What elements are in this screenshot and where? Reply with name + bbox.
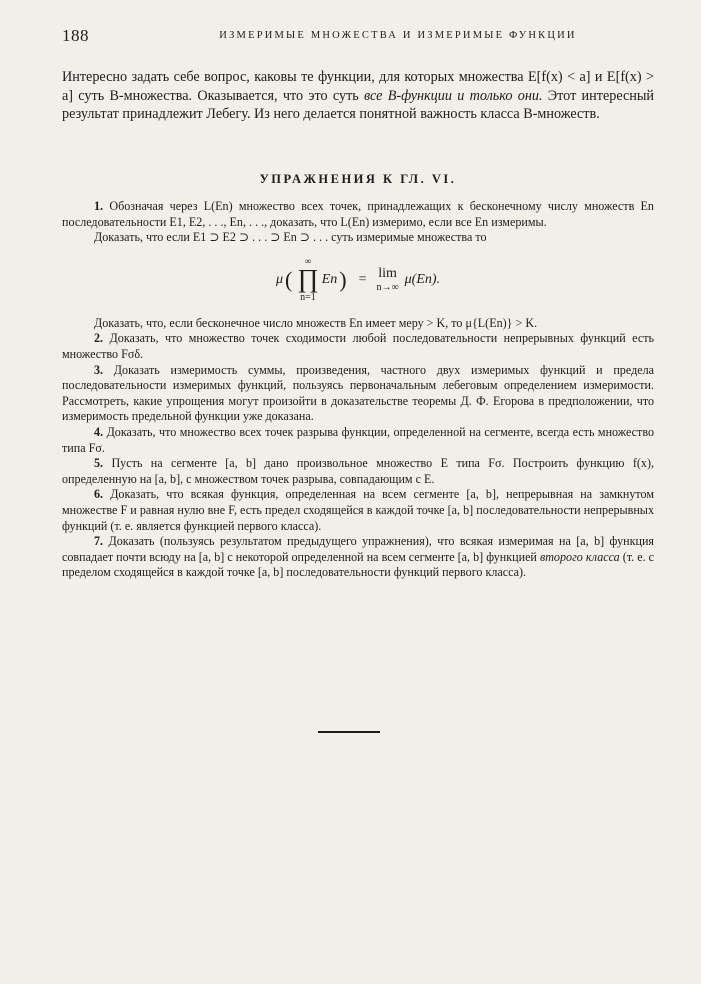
exercise-5	[62, 456, 654, 487]
exercise-number: 5.	[94, 456, 104, 471]
exercise-4	[62, 425, 654, 456]
exercise-2	[62, 331, 654, 362]
end-rule	[318, 731, 380, 733]
exercise-number: 1.	[94, 199, 104, 213]
exercise-1	[62, 199, 654, 230]
exercise-6	[62, 487, 654, 534]
exercise-1-part-c	[62, 316, 654, 332]
exercise-text-before: Доказать (пользуясь результатом предыдущего упражнения), что всякая измеримая на [a, b] функция совпадает почти всюду на [a, b] с некоторой определенной на всем сегменте [a, b] функцией	[62, 534, 654, 564]
page-header	[62, 26, 654, 48]
intro-text-before: Интересно задать себе вопрос, каковы те функции, для которых множества E[f(x) < a] и E[f(x) > a] суть B-множества. Оказывается, что это суть	[62, 69, 654, 104]
exercise-number: 2.	[94, 331, 104, 346]
exercise-1-part-b	[62, 230, 654, 246]
exercise-7	[62, 534, 654, 581]
limit-formula: μ ( ∞ ∏ n=1 En ) = lim n→∞ μ(En).	[275, 256, 441, 304]
exercise-number: 4.	[94, 424, 104, 439]
intro-text-after: Этот интересный результат принадлежит Лебегу. Из него делается понятной важность класса B-множеств.	[62, 87, 654, 122]
limit-subscript: n→∞	[376, 282, 399, 294]
intro-paragraph	[62, 68, 654, 124]
product-body: En	[321, 271, 338, 287]
formula-mu: μ	[275, 271, 283, 287]
product-symbol: ∏	[297, 264, 319, 294]
exercise-text: Доказать, что, если бесконечное число множеств En имеет меру > K, то μ{L(En)} > K.	[94, 315, 538, 330]
exercise-text-after: (т. е. с пределом сходящейся в каждой точке [a, b] последовательности функций первого класса).	[62, 549, 655, 580]
exercise-text: Обозначая через L(En) множество всех точек, принадлежащих к бесконечному числу множеств En последовательности E1, E2, . . ., En, . . ., доказать, что L(En) измеримо, если все En измеримы.	[62, 199, 654, 229]
exercise-number: 7.	[94, 534, 104, 549]
limit-operator	[377, 266, 399, 293]
exercise-emphasis: второго класса	[539, 549, 620, 564]
exercise-number: 6.	[94, 487, 104, 502]
product-operator	[297, 256, 318, 303]
exercise-text: Доказать, что множество всех точек разрыва функции, определенной на сегменте, всегда есть множество типа Fσ.	[62, 424, 655, 455]
exercise-text: Доказать, что всякая функция, определенная на всем сегменте [a, b], непрерывная на замкнутом множестве F и равная нулю вне F, есть предел сходящейся в каждой точке [a, b] последовательности непрерывных функций (т. е. является функцией первого класса).	[62, 487, 654, 533]
product-lower-limit: n=1	[300, 292, 316, 304]
exercise-text: Доказать, что множество точек сходимости любой последовательности непрерывных функций есть множество Fσδ.	[62, 331, 654, 361]
intro-emphasis: все B-функции и только они.	[364, 87, 543, 104]
exercises-list	[62, 199, 654, 581]
exercise-text: Пусть на сегменте [a, b] дано произвольное множество E типа Fσ. Построить функцию f(x), определенную на [a, b], с множеством точек разрыва, совпадающим с E.	[62, 456, 654, 486]
formula-equals: =	[358, 271, 367, 287]
product-upper-limit: ∞	[304, 256, 312, 267]
exercise-3	[62, 363, 654, 425]
formula-rhs: μ(En).	[404, 271, 441, 287]
exercise-text: Доказать измеримость суммы, произведения, частного двух измеримых функций и предела последовательности измеримых функций, пользуясь первоначальным лебеговым определением измеримости. Рассмотреть, какие упрощения могут произойти в доказательстве теоремы Д. Ф. Егорова в предположении, что измеримость предельной функции уже доказана.	[62, 362, 654, 424]
exercise-number: 3.	[94, 362, 104, 377]
limit-word: lim	[378, 266, 397, 282]
page-number: 188	[62, 26, 89, 45]
section-title: УПРАЖНЕНИЯ К ГЛ. VI.	[259, 172, 457, 186]
exercise-text: Доказать, что если E1 ⊃ E2 ⊃ . . . ⊃ En ⊃ . . . суть измеримые множества то	[94, 230, 487, 245]
running-title: ИЗМЕРИМЫЕ МНОЖЕСТВА И ИЗМЕРИМЫЕ ФУНКЦИИ	[219, 30, 577, 41]
